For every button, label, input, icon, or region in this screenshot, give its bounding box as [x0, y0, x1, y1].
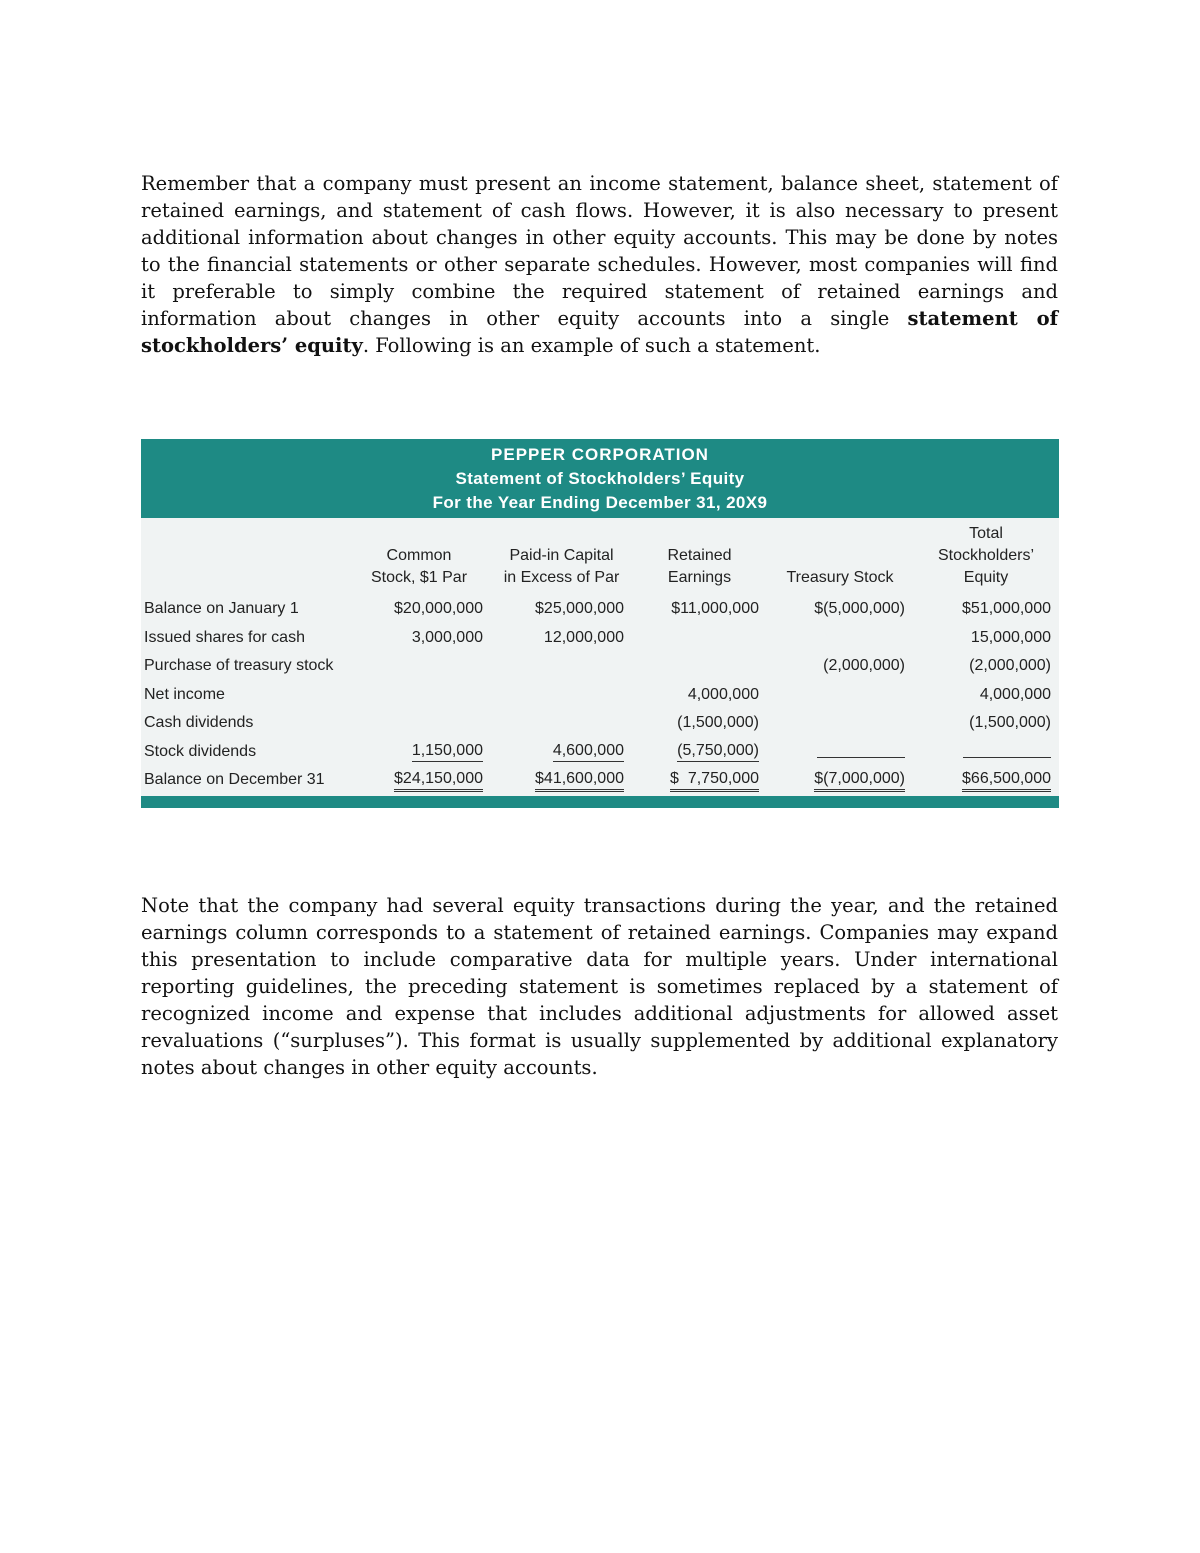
cell-value: 15,000,000	[970, 628, 1051, 646]
cell-value: $25,000,000	[535, 600, 624, 618]
row-label: Balance on January 1	[144, 600, 299, 618]
cell-value: 12,000,000	[543, 628, 624, 646]
cell-value	[767, 738, 913, 767]
intro-text-end: . Following is an example of such a statement.	[362, 334, 821, 357]
cell-value	[632, 624, 767, 653]
cell-value	[632, 652, 767, 681]
equity-table	[141, 523, 1059, 795]
col-header-total-equity: Total Stockholders’ Equity	[937, 525, 1035, 586]
cell-value: $11,000,000	[671, 600, 759, 618]
cell-value: $51,000,000	[962, 600, 1051, 618]
cell-value: 4,600,000	[491, 738, 632, 767]
cell-value	[347, 652, 491, 681]
statement-footer-bar	[141, 796, 1059, 808]
cell-value: 4,000,000	[687, 685, 759, 703]
company-name: PEPPER CORPORATION	[491, 445, 709, 464]
statement-title: Statement of Stockholders’ Equity	[455, 469, 745, 488]
row-label: Cash dividends	[144, 714, 254, 732]
stockholders-equity-statement	[141, 439, 1059, 807]
intro-paragraph	[141, 170, 1058, 359]
cell-value: $(5,000,000)	[814, 600, 905, 618]
cell-value: $ 7,750,000	[632, 766, 767, 795]
intro-bold-term: statement of stockholders’ equity	[141, 307, 1058, 357]
table-row-total	[141, 766, 1059, 795]
table-row	[141, 624, 1059, 653]
cell-value: (2,000,000)	[823, 657, 905, 675]
statement-period: For the Year Ending December 31, 20X9	[432, 493, 768, 512]
table-row	[141, 738, 1059, 767]
cell-value	[767, 681, 913, 710]
cell-value: (5,750,000)	[632, 738, 767, 767]
cell-value	[491, 652, 632, 681]
cell-value: $20,000,000	[394, 600, 483, 618]
intro-text-start: Remember that a company must present an income statement, balance sheet, statement of retained earnings, and statement of cash flows. However, it is also necessary to present additional information about changes in other equity accounts. This may be done by notes to the financial statements or other separate schedules. However, most companies will find it preferable to simply combine the required statement of retained earnings and information about changes in other equity accounts into a single	[141, 172, 1058, 330]
cell-value	[491, 681, 632, 710]
cell-value: 4,000,000	[979, 685, 1051, 703]
cell-value	[491, 709, 632, 738]
row-label: Net income	[144, 685, 225, 703]
closing-paragraph: Note that the company had several equity transactions during the year, and the retained earnings column corresponds to a statement of retained earnings. Companies may expand this presentation to include comparative data for multiple years. Under international reporting guidelines, the preceding statement is sometimes replaced by a statement of recognized income and expense that includes additional adjustments for allowed asset revaluations (“surpluses”). This format is usually supplemented by additional explanatory notes about changes in other equity accounts.	[141, 894, 1058, 1079]
row-label: Issued shares for cash	[144, 628, 305, 646]
col-header-paid-in-capital: Paid-in Capital in Excess of Par	[503, 547, 620, 586]
cell-value: $41,600,000	[491, 766, 632, 795]
cell-value: (1,500,000)	[969, 714, 1051, 732]
row-label: Balance on December 31	[144, 771, 325, 789]
col-header-treasury-stock: Treasury Stock	[786, 569, 894, 586]
table-row	[141, 652, 1059, 681]
table-row	[141, 681, 1059, 710]
cell-value: $(7,000,000)	[767, 766, 913, 795]
cell-value: (2,000,000)	[969, 657, 1051, 675]
table-header-row	[141, 523, 1059, 595]
cell-value	[767, 709, 913, 738]
cell-value	[347, 709, 491, 738]
cell-value	[913, 738, 1059, 767]
cell-value	[767, 624, 913, 653]
cell-value: (1,500,000)	[677, 714, 759, 732]
statement-header	[141, 439, 1059, 518]
cell-value: 3,000,000	[411, 628, 483, 646]
cell-value: 1,150,000	[347, 738, 491, 767]
table-row	[141, 709, 1059, 738]
row-label: Purchase of treasury stock	[144, 657, 334, 675]
header-blank	[141, 523, 347, 595]
row-label: Stock dividends	[144, 742, 257, 760]
cell-value: $24,150,000	[347, 766, 491, 795]
col-header-common-stock: Common Stock, $1 Par	[370, 547, 468, 586]
cell-value	[347, 681, 491, 710]
table-row	[141, 595, 1059, 624]
cell-value: $66,500,000	[913, 766, 1059, 795]
col-header-retained-earnings: Retained Earnings	[667, 547, 732, 586]
